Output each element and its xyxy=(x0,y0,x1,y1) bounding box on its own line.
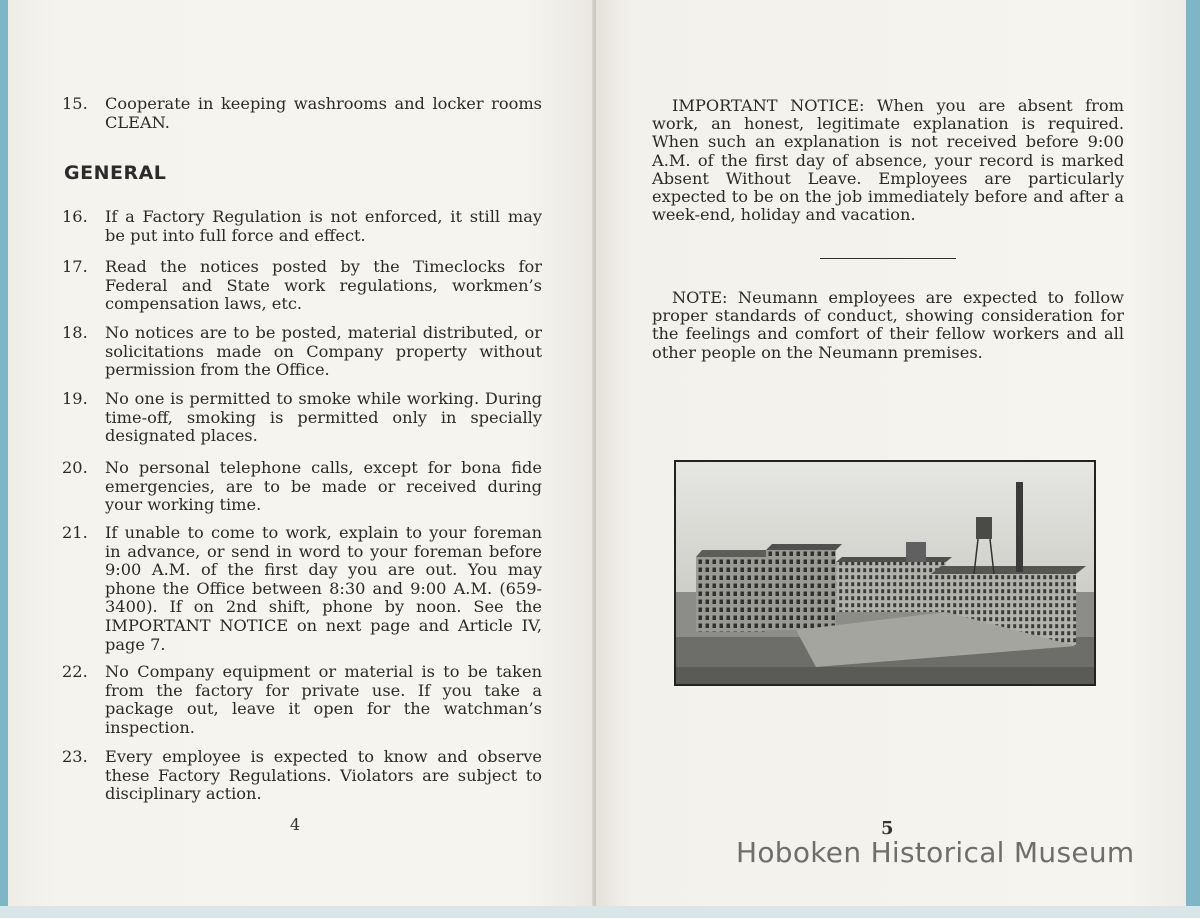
rule-number: 16. xyxy=(62,207,88,226)
rule-text: If a Factory Regulation is not enforced, it still may be put into full force and effect. xyxy=(105,207,542,245)
conduct-note-text: NOTE: Neumann employees are expected to follow proper standards of conduct, showing consideration for the feelings and comfort of their fellow workers and all other people on the Neumann premises. xyxy=(652,288,1124,362)
rule-number: 23. xyxy=(62,747,88,766)
rule-text: No personal telephone calls, except for bona fide emergencies, are to be made or received during your working time. xyxy=(105,458,542,515)
conduct-note xyxy=(652,289,1124,362)
rule-item xyxy=(62,258,542,314)
rule-text: Read the notices posted by the Timeclocks for Federal and State work regulations, workmen’s compensation laws, etc. xyxy=(105,257,542,314)
rule-item xyxy=(62,390,542,446)
section-heading-general: GENERAL xyxy=(64,162,167,184)
important-notice xyxy=(652,97,1124,224)
section-divider xyxy=(820,258,956,259)
rule-number: 19. xyxy=(62,389,88,408)
rule-item xyxy=(62,524,542,654)
rule-number: 20. xyxy=(62,458,88,477)
right-page xyxy=(596,0,1186,908)
rule-text: Cooperate in keeping washrooms and locker rooms CLEAN. xyxy=(105,94,542,132)
bottom-edge xyxy=(0,906,1200,918)
page-number-left: 4 xyxy=(290,815,301,834)
rule-text: No Company equipment or material is to be taken from the factory for private use. If you take a package out, leave it open for the watchman’s inspection. xyxy=(105,662,542,737)
rule-item xyxy=(62,663,542,737)
rule-text: If unable to come to work, explain to your foreman in advance, or send in word to your foreman before 9:00 A.M. of the first day you are out. You may phone the Office between 8:30 and 9:00 A.M. (659-3400). If on 2nd shift, phone by noon. See the IMPORTANT NOTICE on next page and Article IV, page 7. xyxy=(105,523,542,654)
rule-number: 17. xyxy=(62,257,88,276)
rule-item xyxy=(62,459,542,515)
page-number-right: 5 xyxy=(881,818,894,839)
rule-item xyxy=(62,208,542,245)
rule-text: No notices are to be posted, material distributed, or solicitations made on Company property without permission from the Office. xyxy=(105,323,542,380)
factory-illustration xyxy=(676,462,1094,684)
rule-text: Every employee is expected to know and observe these Factory Regulations. Violators are subject to disciplinary action. xyxy=(105,747,542,804)
rule-number: 18. xyxy=(62,323,88,342)
important-notice-text: IMPORTANT NOTICE: When you are absent from work, an honest, legitimate explanation is required. When such an explanation is not received before 9:00 A.M. of the first day of absence, your record is marked Absent Without Leave. Employees are particularly expected to be on the job immediately before and after a week-end, holiday and vacation. xyxy=(652,96,1124,225)
rule-number: 21. xyxy=(62,523,88,542)
rule-item xyxy=(62,748,542,804)
factory-photo xyxy=(674,460,1096,686)
rule-item xyxy=(62,95,542,132)
rule-number: 22. xyxy=(62,662,88,681)
rule-item xyxy=(62,324,542,380)
museum-watermark: Hoboken Historical Museum xyxy=(736,836,1135,869)
rule-text: No one is permitted to smoke while working. During time-off, smoking is permitted only in specially designated places. xyxy=(105,389,542,446)
left-page xyxy=(8,0,596,908)
rule-number: 15. xyxy=(62,94,88,113)
